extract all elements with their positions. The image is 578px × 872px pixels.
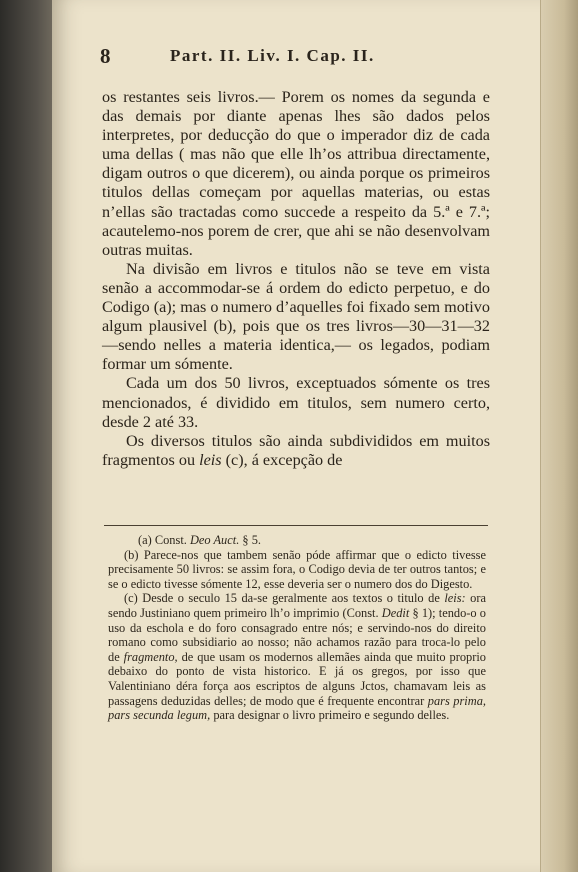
footnote-c: [108, 591, 486, 722]
paragraph-4-start: Os diversos titulos são ainda subdivididos em muitos fragmentos ou: [102, 431, 490, 469]
footnote-a-pre: (a) Const.: [138, 533, 190, 547]
footnote-c-part2: ora sendo Justiniano quem primeiro lh’o imprimio (Const.: [108, 591, 486, 620]
footnote-a-post: § 5.: [239, 533, 261, 547]
footnote-divider: [104, 525, 488, 526]
book-gutter: [0, 0, 52, 872]
paragraph-4: [102, 432, 490, 470]
page-edges: [540, 0, 578, 872]
footnote-a-italic: Deo Auct.: [189, 533, 240, 547]
paragraph-3: Cada um dos 50 livros, exceptuados sómente os tres mencionados, é dividido em titulos, sem numero certo, desde 2 até 33.: [102, 374, 490, 431]
footnote-c-dedit: Dedit: [381, 605, 410, 620]
main-text: [102, 88, 490, 470]
running-title: Part. II. Liv. I. Cap. II.: [170, 46, 375, 65]
footnote-a: [108, 533, 486, 548]
page-header: [98, 44, 498, 70]
paragraph-2: Na divisão em livros e titulos não se teve em vista senão a accommodar-se á ordem do edicto perpetuo, e do Codigo (a); mas o numero d’aquelles foi fixado sem motivo algum plausivel (b), pois que os tres livros—30—31—32—sendo nelles a materia identica,— os legados, podiam formar um sómente.: [102, 259, 490, 374]
footnote-c-part5: para designar o livro primeiro e segundo delles.: [210, 708, 450, 723]
footnote-c-fragmento: fragmento,: [123, 649, 178, 664]
leis-term: leis: [199, 450, 222, 469]
paragraph-1: os restantes seis livros.— Porem os nomes da segunda e das demais por diante apenas lhes são dados pelos interpretes, por deducção do que o imperador diz de cada uma dellas ( mas não que elle lh’os attribua directamente, digam outros o que dicerem), ou ainda porque os primeiros titulos dellas começam por aquellas materias, ou estas n’ellas são tractadas como succede a respeito da 5.ª e 7.ª; acautelemo-nos porem de crer, que ahi se não desenvolvam outras muitas.: [102, 88, 490, 259]
footnote-c-pars: pars prima, pars secunda legum,: [108, 693, 486, 723]
page-number: 8: [100, 44, 111, 68]
footnote-b: (b) Parece-nos que tambem senão póde affirmar que o edicto tivesse precisamente 50 livros: se assim fora, o Codigo devia de ter outros tantos; e se o edicto tivesse sómente 12, esse deveria ser o numero dos do Digesto.: [108, 547, 486, 591]
paragraph-4-end: (c), á excepção de: [221, 450, 343, 469]
footnotes: [108, 533, 486, 723]
footnote-c-leis: leis:: [444, 591, 466, 606]
footnote-c-part4: de que usam os modernos allemães ainda que muito proprio debaixo do ponto de vista historico. E já os gregos, por isso que Valentiniano déra força aos escriptos de alguns Jctos, chamavam leis as passagens deduzidas delles; de modo que é frequente encontrar: [108, 649, 486, 708]
footnote-c-part3: § 1); tendo-o o uso da eschola e do foro consagrado entre nós; e servindo-nos do direito romano como subsidiario ao nosso; não achamos razão para troca-lo pelo de: [108, 605, 486, 664]
footnote-c-part1: (c) Desde o seculo 15 da-se geralmente aos textos o titulo de: [124, 591, 445, 606]
